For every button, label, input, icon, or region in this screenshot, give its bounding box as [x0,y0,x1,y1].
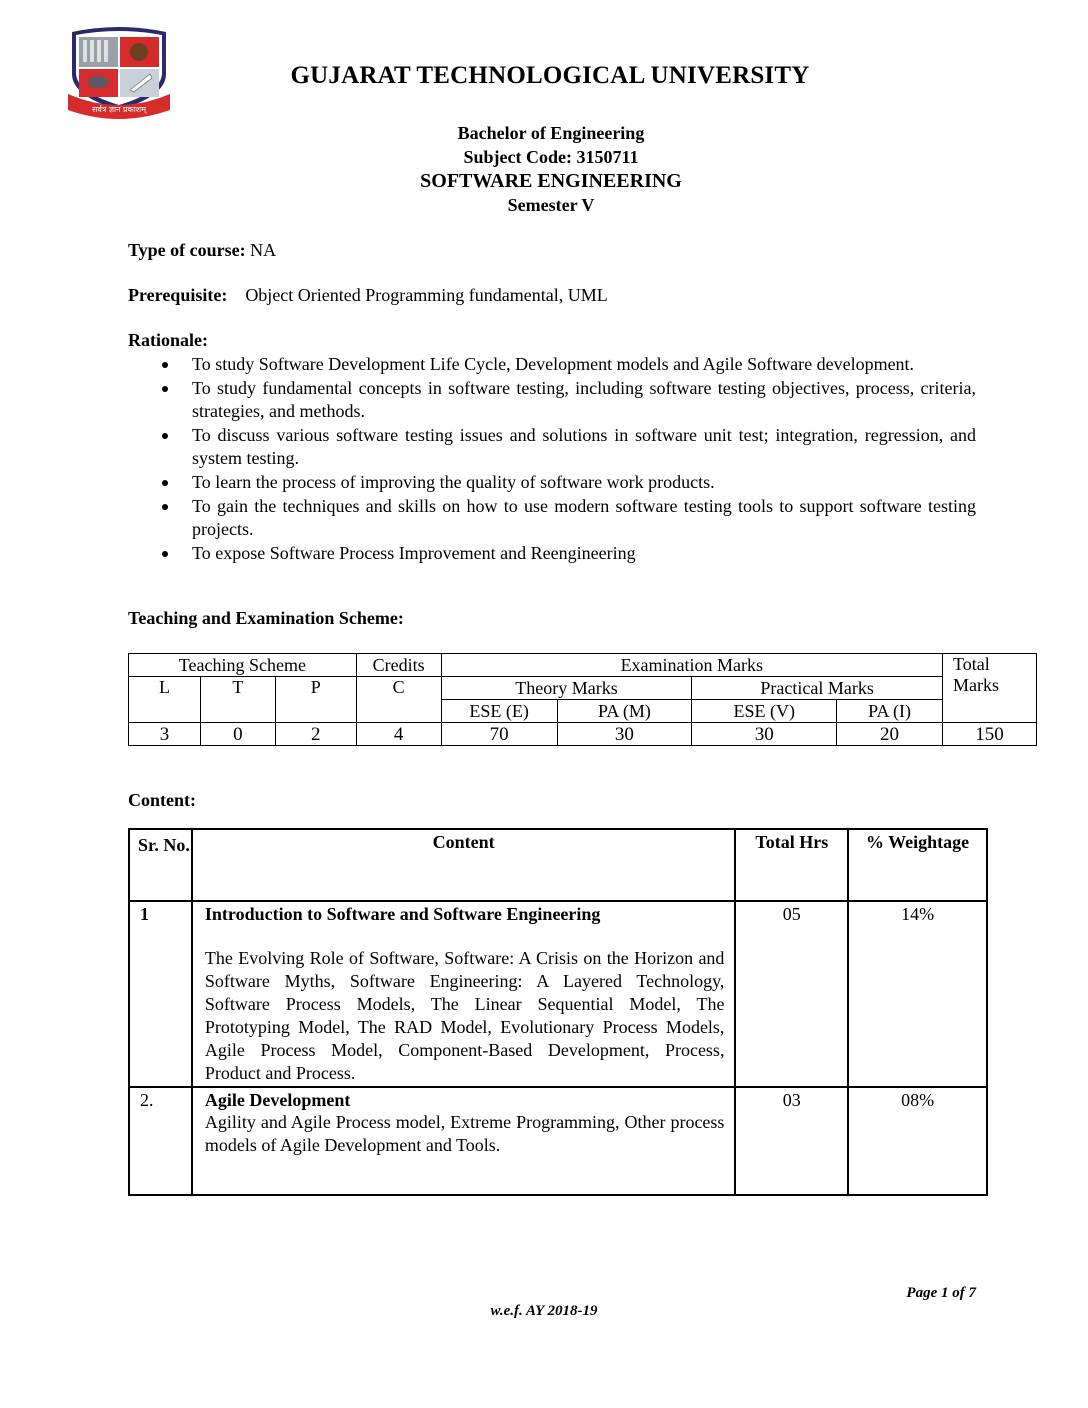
prerequisite-value: Object Oriented Programming fundamental, UML [245,285,608,305]
subject-code: Subject Code: 3150711 [463,147,639,167]
type-of-course [128,240,276,261]
col-l: L [129,677,201,723]
exam-scheme-table [128,653,1037,746]
type-of-course-label: Type of course: [128,240,246,260]
bullet-icon [162,386,168,392]
table-row [129,1087,987,1195]
value-c: 4 [356,723,441,746]
prerequisite [128,285,608,306]
rationale-item [160,471,976,494]
content-heading: Content: [128,790,196,810]
col-c: C [356,677,441,723]
scheme-heading: Teaching and Examination Scheme: [128,608,404,628]
col-sr-no: Sr. No. [129,829,192,901]
sr-no: 2. [129,1087,192,1195]
sr-no: 1 [129,901,192,1087]
examination-marks-header: Examination Marks [441,654,942,677]
value-t: 0 [200,723,275,746]
rationale-item-text: To study fundamental concepts in software testing, including software testing objectives, process, criteria, strategies, and methods. [192,378,976,421]
table-row [129,723,1037,746]
unit-description: Agility and Agile Process model, Extreme Programming, Other process models of Agile Development and Tools. [204,1112,725,1155]
page-number: Page 1 of 7 [906,1285,976,1301]
practical-marks-header: Practical Marks [692,677,943,700]
university-title: GUJARAT TECHNOLOGICAL UNIVERSITY [290,62,810,89]
col-weightage: % Weightage [848,829,987,901]
table-row [129,654,1037,677]
col-pa-m: PA (M) [557,700,692,723]
unit-content [192,901,736,1087]
col-total-hrs: Total Hrs [735,829,848,901]
value-l: 3 [129,723,201,746]
rationale-item-text: To discuss various software testing issues and solutions in software unit test; integration, regression, and system testing. [192,425,976,468]
col-content: Content [192,829,736,901]
col-ese-v: ESE (V) [692,700,837,723]
course-header [0,121,1088,217]
value-pa-i: 20 [837,723,943,746]
logo-motto: सर्वत्र ज्ञान प्रकाशम् [92,105,146,114]
bullet-icon [162,551,168,557]
subject-name: SOFTWARE ENGINEERING [420,170,682,192]
col-pa-i: PA (I) [837,700,943,723]
rationale-heading: Rationale: [128,330,208,350]
unit-content [192,1087,736,1195]
weightage: 14% [848,901,987,1087]
rationale-item-text: To expose Software Process Improvement and Reengineering [192,543,636,563]
content-table [128,828,988,1196]
rationale-list [160,353,976,566]
value-total: 150 [942,723,1036,746]
effective-year: w.e.f. AY 2018-19 [490,1303,598,1319]
prerequisite-label: Prerequisite: [128,285,228,305]
bullet-icon [162,433,168,439]
type-of-course-value: NA [250,240,277,260]
value-ese-e: 70 [441,723,557,746]
unit-title: Introduction to Software and Software Engineering [204,904,601,924]
col-t: T [200,677,275,723]
semester: Semester V [507,195,595,215]
rationale-item [160,495,976,541]
degree-title: Bachelor of Engineering [457,123,645,143]
rationale-item [160,542,976,565]
theory-marks-header: Theory Marks [441,677,692,700]
unit-title: Agile Development [204,1090,351,1110]
bullet-icon [162,480,168,486]
table-row [129,901,987,1087]
rationale-item [160,353,976,376]
rationale-item [160,424,976,470]
value-pa-m: 30 [557,723,692,746]
col-p: P [275,677,356,723]
credits-header: Credits [356,654,441,677]
bullet-icon [162,362,168,368]
rationale-item-text: To study Software Development Life Cycle, Development models and Agile Software development. [192,354,915,374]
bullet-icon [162,504,168,510]
table-header-row [129,829,987,901]
col-ese-e: ESE (E) [441,700,557,723]
total-marks-header: Total Marks [942,654,1036,723]
weightage: 08% [848,1087,987,1195]
teaching-scheme-header: Teaching Scheme [129,654,357,677]
rationale-item-text: To learn the process of improving the quality of software work products. [192,472,715,492]
rationale-item [160,377,976,423]
value-p: 2 [275,723,356,746]
value-ese-v: 30 [692,723,837,746]
rationale-item-text: To gain the techniques and skills on how to use modern software testing tools to support software testing projects. [192,496,976,539]
total-hrs: 05 [735,901,848,1087]
table-row [129,677,1037,700]
total-hrs: 03 [735,1087,848,1195]
unit-description: The Evolving Role of Software, Software: A Crisis on the Horizon and Software Myths, Software Engineering: A Layered Technology, Software Process Models, The Linear Sequential Model, The Prototyping Model, The RAD Model, Evolutionary Process Models, Agile Process Model, Component-Based Development, Process, Product and Process. [204,948,725,1083]
